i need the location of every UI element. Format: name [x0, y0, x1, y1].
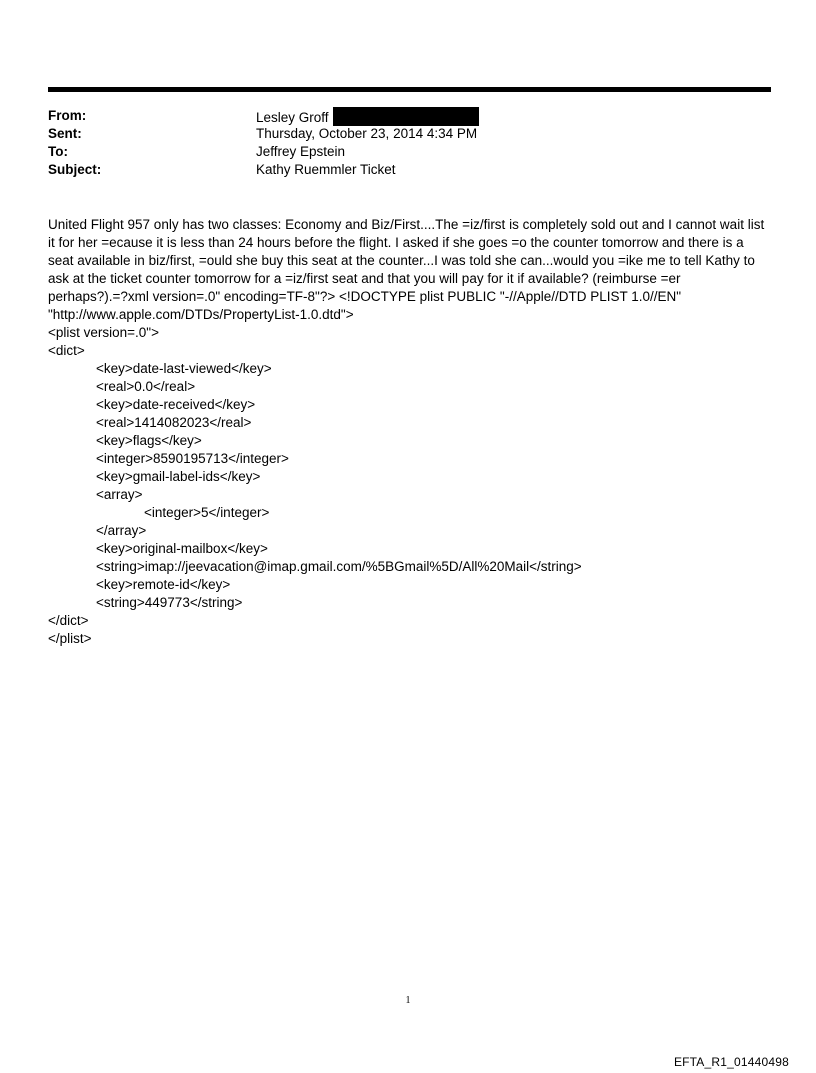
plist-line: <string>449773</string>: [96, 595, 243, 610]
plist-line: <real>1414082023</real>: [96, 415, 252, 430]
page-number: 1: [405, 995, 411, 1006]
from-value-wrap: [256, 107, 479, 127]
plist-line: <key>gmail-label-ids</key>: [96, 469, 261, 484]
body-line: it for her =ecause it is less than 24 hours before the flight. I asked if she goes =o the counter tomorrow and there is a: [48, 235, 744, 250]
body-line: <plist version=.0">: [48, 325, 159, 340]
plist-array-item: <integer>5</integer>: [144, 505, 270, 520]
subject-value: Kathy Ruemmler Ticket: [256, 162, 396, 177]
sent-value: Thursday, October 23, 2014 4:34 PM: [256, 126, 478, 141]
to-label: To:: [48, 144, 68, 159]
plist-line: <array>: [96, 487, 143, 502]
from-value: Lesley Groff: [256, 110, 329, 125]
plist-line: <key>remote-id</key>: [96, 577, 231, 592]
closing-line: </dict>: [48, 613, 89, 628]
document-id: EFTA_R1_01440498: [673, 1055, 789, 1069]
closing-line: </plist>: [48, 631, 92, 646]
subject-label: Subject:: [48, 162, 102, 177]
email-body: [48, 216, 773, 648]
body-line: perhaps?).=?xml version=.0" encoding=TF-8"?> <!DOCTYPE plist PUBLIC "-//Apple//DTD PLIST 1.0//EN": [48, 289, 682, 304]
header-rule: [48, 87, 771, 92]
body-line: ask at the ticket counter tomorrow for a =iz/first seat and that you will pay for it if available? (reimburse =er: [48, 271, 681, 286]
from-label: From:: [48, 108, 87, 123]
plist-line: <key>date-last-viewed</key>: [96, 361, 272, 376]
body-line: United Flight 957 only has two classes: Economy and Biz/First....The =iz/first is completely sold out and I cannot wait list: [48, 217, 765, 232]
body-line: <dict>: [48, 343, 85, 358]
sent-label: Sent:: [48, 126, 82, 141]
to-value: Jeffrey Epstein: [256, 144, 346, 159]
plist-line: <integer>8590195713</integer>: [96, 451, 289, 466]
body-line: "http://www.apple.com/DTDs/PropertyList-1.0.dtd">: [48, 307, 354, 322]
plist-line: <key>original-mailbox</key>: [96, 541, 268, 556]
redaction-box: [333, 107, 479, 126]
plist-line: <key>flags</key>: [96, 433, 202, 448]
plist-line: </array>: [96, 523, 147, 538]
plist-line: <key>date-received</key>: [96, 397, 256, 412]
body-line: seat available in biz/first, =ould she buy this seat at the counter...I was told she can...would you =ike me to tell Kathy to: [48, 253, 755, 268]
plist-line: <string>imap://jeevacation@imap.gmail.com/%5BGmail%5D/All%20Mail</string>: [96, 559, 582, 574]
plist-line: <real>0.0</real>: [96, 379, 196, 394]
